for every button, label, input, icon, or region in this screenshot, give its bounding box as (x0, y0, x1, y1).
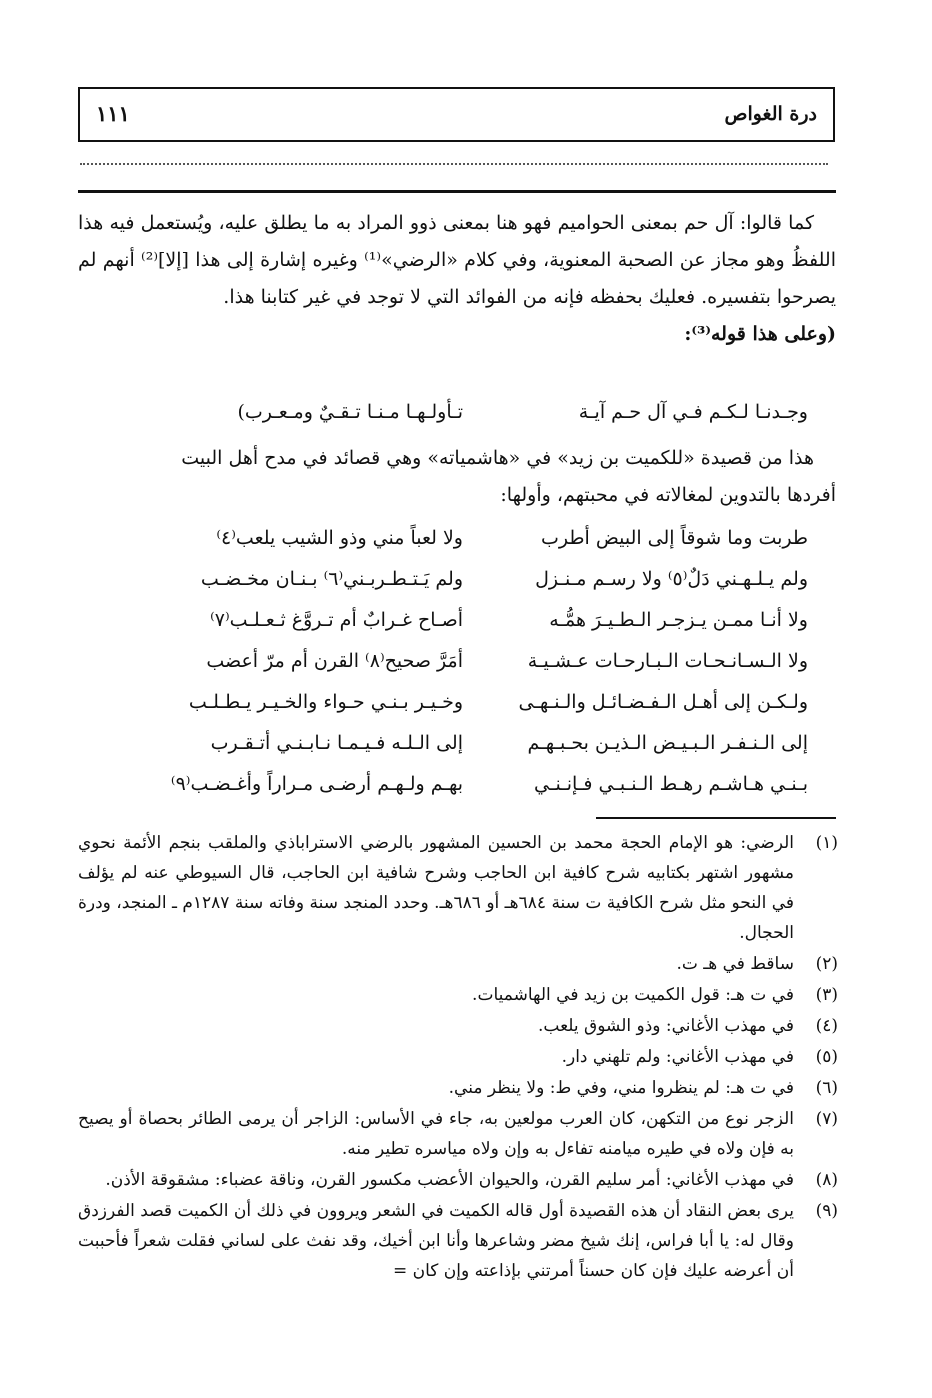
poem (78, 518, 836, 805)
footnote-text: في مهذب الأغاني: وذو الشوق يلعب. (538, 1016, 794, 1036)
verse-hemistich-second: أمَرَّ صحيح⁽٨⁾ القرن أم مرّ أعضب (206, 650, 463, 672)
poem-verse (78, 600, 836, 641)
verse-intro: (وعلى هذا قوله⁽³⁾: (684, 323, 836, 345)
paragraph-2-line-1: هذا من قصيدة «للكميت بن زيد» في «هاشمياته» وهي قصائد في مدح أهل البيت (181, 447, 814, 469)
verse-hemistich-second: بهـم ولـهـم أرضـى مـراراً وأغـضـب⁽٩⁾ (170, 773, 463, 795)
verse-hemistich-first: إلى الـنـفـر الـبـيـض الـذيـن بحـبـهـم (527, 732, 808, 754)
footnote-number: (٦) (815, 1078, 838, 1098)
footnote (78, 1165, 838, 1195)
footnote-number: (١) (815, 833, 838, 853)
verse-hemistich-first: ولا أنـا ممـن يـزجـر الـطـيـرَ همُّـه (549, 609, 808, 631)
footnote (78, 828, 838, 948)
footnote-separator (596, 817, 836, 819)
poem-verse (78, 682, 836, 723)
footnote-number: (٩) (815, 1201, 838, 1221)
verse-hemistich-second: ولم يَـتـطـربـني⁽٦⁾ بـنـان مخـضـب (200, 568, 463, 590)
footnotes (78, 828, 838, 1287)
verse-hemistich-first: طربت وما شوقاً إلى البيض أطرب (541, 527, 808, 549)
footnote-text: الزجر نوع من التكهن، كان العرب مولعين به، جاء في الأساس: الزاجر أن يرمى الطائر بحصاة أو يصيح به فإن ولاه في طيره ميامنه تفاءل به وإن ولاه مياسره تطير منه. (78, 1109, 794, 1159)
footnote (78, 1196, 838, 1286)
running-title: درة الغواص (724, 103, 817, 125)
main-text (78, 205, 836, 353)
paragraph-2-line-2: أفردها بالتدوين لمغالاته في محبتهم، وأولها: (500, 484, 836, 506)
footnote (78, 949, 838, 979)
running-header (78, 87, 835, 142)
footnote-number: (٤) (815, 1016, 838, 1036)
quoted-verse (78, 401, 836, 423)
footnote-text: في مهذب الأغاني: ولم تلهني دار. (561, 1047, 794, 1067)
dotted-separator (80, 163, 828, 165)
footnote-number: (٢) (815, 954, 838, 974)
verse-hemistich-second: ولا لعباً مني وذو الشيب يلعب⁽٤⁾ (216, 527, 463, 549)
footnote (78, 1104, 838, 1164)
verse-hemistich-first: ولـكـن إلى أهـل الـفـضـائـل والـنـهـى (518, 691, 808, 713)
footnote-text: في مهذب الأغاني: أمر سليم القرن، والحيوان الأعضب مكسور القرن، وناقة عضباء: مشقوقة الأذن. (105, 1170, 794, 1190)
header-rule (78, 190, 836, 193)
page-number: ١١١ (96, 101, 130, 126)
verse-hemistich-first: وجـدنـا لـكـم فـي آل حـم آيـة (578, 401, 808, 423)
poem-verse (78, 518, 836, 559)
poem-verse (78, 641, 836, 682)
verse-hemistich-first: بـنـي هـاشـم رهـط الـنـبـي فـإنـنـي (534, 773, 808, 795)
footnote-text: في ت هـ: لم ينظروا مني، وفي ط: ولا ينظر مني. (448, 1078, 794, 1098)
footnote-number: (٨) (815, 1170, 838, 1190)
footnote (78, 1011, 838, 1041)
paragraph-1: كما قالوا: آل حم بمعنى الحواميم فهو هنا بمعنى ذوو المراد به ما يطلق عليه، ويُستعمل فيه هذا اللفظُ وهو مجاز عن الصحبة المعنوية، وفي كلام «الرضي»⁽¹⁾ وغيره إشارة إلى هذا [إلا]⁽²⁾ أنهم لم يصرحوا بتفسيره. فعليك بحفظه فإنه من الفوائد التي لا توجد في غير كتابنا هذا. (78, 212, 836, 308)
footnote (78, 1042, 838, 1072)
footnote-number: (٧) (815, 1109, 838, 1129)
poem-verse (78, 723, 836, 764)
verse-hemistich-second: تـأولـهـا مـنـا تـقـيٌ ومـعـرب) (237, 401, 463, 423)
footnote-number: (٥) (815, 1047, 838, 1067)
poem-verse (78, 559, 836, 600)
paragraph-2 (78, 440, 836, 514)
footnote-text: يرى بعض النقاد أن هذه القصيدة أول قاله الكميت في الشعر ويروون في ذلك أن الكميت قصد الفرزدق وقال له: يا أبا فراس، إنك شيخ مضر وشاعرها وأنا ابن أخيك، وقد نفث على لساني فقلت شعراً فأحببت أن أعرضه عليك فإن كان حسناً أمرتني بإذاعته وإن كان = (78, 1201, 794, 1281)
verse-hemistich-second: أصـاح غـرابٌ أم تـروَّغ ثـعـلـب⁽٧⁾ (210, 609, 463, 631)
footnote-number: (٣) (815, 985, 838, 1005)
footnote (78, 1073, 838, 1103)
footnote-text: الرضي: هو الإمام الحجة محمد بن الحسين المشهور بالرضي الاستراباذي والملقب بنجم الأئمة نحوي مشهور اشتهر بكتابيه شرح كافية ابن الحاجب وشرح شافية ابن الحاجب، قال السيوطي عنه لم يؤلف في النحو مثل شرح الكافية ت سنة ٦٨٤هـ أو ٦٨٦هـ. وحدد المنجد سنة وفاته سنة ١٢٨٧م ـ المنجد، ودرة الحجال. (78, 833, 795, 943)
verse-hemistich-first: ولم يـلـهـني دَلٌ⁽٥⁾ ولا رسـم مـنـزل (535, 568, 808, 590)
footnote-text: ساقط في هـ ت. (676, 954, 794, 974)
poem-verse (78, 764, 836, 805)
footnote (78, 980, 838, 1010)
verse-hemistich-second: إلى الـلـه فـيـمـا نـابـنـي أتـقـرب (210, 732, 463, 754)
verse-hemistich-first: ولا الـسـانـحـات الـبـارحـات عـشـيـة (527, 650, 808, 672)
footnote-text: في ت هـ: قول الكميت بن زيد في الهاشميات. (472, 985, 794, 1005)
verse-hemistich-second: وخـيـر بـنـي حـواء والخـيـر يـطـلـب (188, 691, 463, 713)
